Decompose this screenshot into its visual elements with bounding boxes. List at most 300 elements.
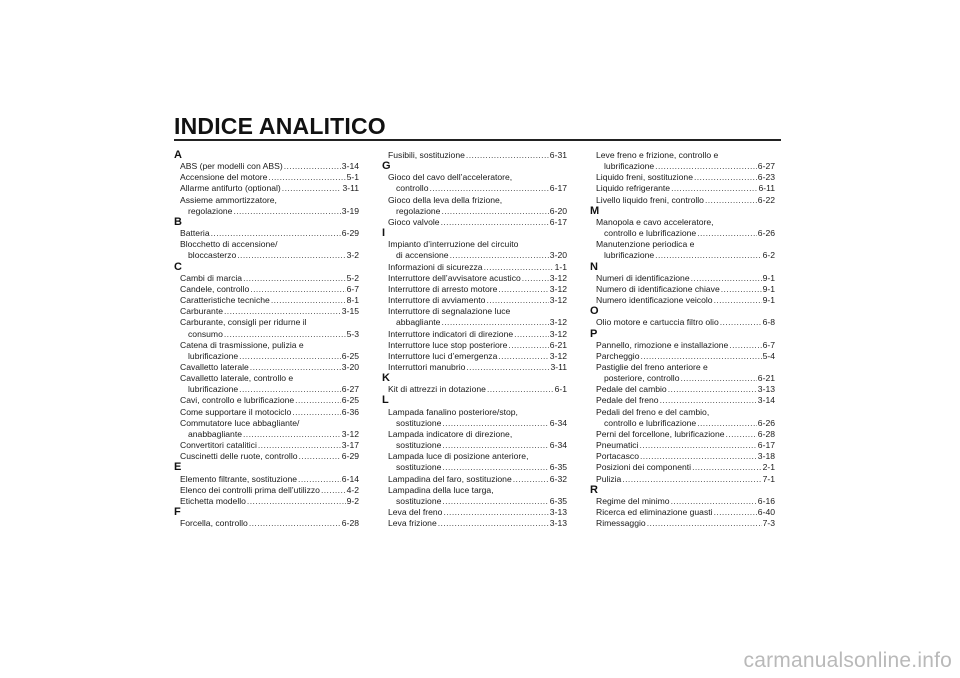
index-page-number: 8-1	[346, 295, 359, 306]
index-entry	[174, 295, 359, 306]
index-letter-heading: F	[174, 506, 181, 518]
index-entry	[174, 407, 359, 418]
index-entry-text: Olio motore e cartuccia filtro olio	[596, 317, 719, 328]
index-page-number: 6-7	[346, 283, 359, 294]
index-entry-text: Commutatore luce abbagliante/	[180, 417, 300, 428]
index-page-number: 9-1	[762, 283, 775, 294]
index-entry-text: Caratteristiche tecniche	[180, 295, 270, 306]
index-entry	[382, 462, 567, 473]
index-entry-text: Carburante, consigli per ridurne il	[180, 317, 307, 328]
dot-leader	[429, 183, 548, 194]
title-rule	[174, 139, 781, 141]
index-entry-text: Liquido freni, sostituzione	[596, 172, 693, 183]
dot-leader	[443, 507, 548, 518]
index-column-3	[590, 150, 775, 529]
dot-leader	[721, 284, 762, 295]
index-entry-text: Pedale del freno	[596, 395, 659, 406]
index-page-number: 3-12	[549, 295, 567, 306]
index-entry-text: Cavi, controllo e lubrificazione	[180, 395, 295, 406]
dot-leader	[714, 295, 762, 306]
index-page-number: 6-11	[758, 183, 775, 194]
index-entry	[382, 496, 567, 507]
dot-leader	[720, 317, 762, 328]
index-entry	[590, 440, 775, 451]
index-page-number: 3-20	[549, 250, 567, 261]
index-entry-text: Interruttore di avviamento	[388, 295, 486, 306]
dot-leader	[239, 351, 341, 362]
index-page-number: 6-28	[341, 518, 359, 529]
index-entry-text: Interruttore di segnalazione luce	[388, 306, 511, 317]
index-entry-text: Gioco valvole	[388, 216, 440, 227]
index-entry-text: Blocchetto di accensione/	[180, 239, 278, 250]
dot-leader	[292, 407, 341, 418]
index-page-number: 9-1	[762, 272, 775, 283]
index-entry-text: Leve freno e frizione, controllo e	[596, 150, 719, 160]
index-entry-text: Catena di trasmissione, pulizia e	[180, 339, 304, 350]
index-entry	[174, 518, 359, 529]
index-entry-text: Livello liquido freni, controllo	[596, 194, 704, 205]
index-page-number: 9-1	[762, 295, 775, 306]
index-entry-text: Come supportare il motociclo	[180, 406, 292, 417]
dot-leader	[714, 507, 757, 518]
index-entry-text: Informazioni di sicurezza	[388, 261, 483, 272]
index-entry	[590, 172, 775, 183]
index-entry-text: Cavalletto laterale, controllo e	[180, 373, 294, 384]
dot-leader	[498, 351, 548, 362]
index-entry-text: Assieme ammortizzatore,	[180, 194, 277, 205]
dot-leader	[466, 362, 549, 373]
index-letter-heading: R	[590, 483, 598, 496]
index-page-number: 3-13	[757, 384, 775, 395]
index-entry	[590, 284, 775, 295]
index-entry	[590, 250, 775, 261]
index-entry-text: ABS (per modelli con ABS)	[180, 161, 283, 172]
index-page-number: 6-29	[341, 451, 359, 462]
index-entry	[174, 485, 359, 496]
index-entry	[174, 351, 359, 362]
index-page-number: 3-12	[549, 317, 567, 328]
index-page-number: 6-20	[549, 205, 567, 216]
index-entry	[174, 250, 359, 261]
index-entry	[590, 451, 775, 462]
index-entry-text: Lampadina della luce targa,	[388, 484, 494, 495]
dot-leader	[442, 462, 548, 473]
dot-leader	[211, 228, 341, 239]
index-page-number: 6-21	[549, 339, 567, 350]
index-page-number: 6-35	[549, 462, 567, 473]
index-entry	[174, 474, 359, 485]
page-title: INDICE ANALITICO	[174, 113, 386, 139]
dot-leader	[466, 150, 549, 161]
watermark: carmanualsonline.info	[743, 649, 952, 672]
index-page-number: 6-7	[762, 339, 775, 350]
dot-leader	[487, 384, 554, 395]
index-entry-text: Accensione del motore	[180, 172, 268, 183]
index-entry-text: Interruttore indicatori di direzione	[388, 328, 514, 339]
index-entry-text: Allarme antifurto (optional)	[180, 183, 281, 194]
index-letter-heading: K	[382, 372, 390, 385]
index-letter-heading: P	[590, 327, 598, 340]
index-entry-text: Fusibili, sostituzione	[388, 150, 465, 160]
index-entry-text: Cambi di marcia	[180, 272, 243, 283]
index-letter-heading: A	[174, 149, 182, 161]
dot-leader	[694, 172, 757, 183]
dot-leader	[692, 462, 762, 473]
index-entry-text: Leva frizione	[388, 518, 437, 529]
dot-leader	[726, 429, 757, 440]
index-page-number: 6-34	[549, 417, 567, 428]
index-entry-text: lubrificazione	[604, 250, 655, 261]
index-entry-text: Candele, controllo	[180, 283, 250, 294]
index-page-number: 3-11	[550, 361, 567, 372]
index-entry	[590, 507, 775, 518]
dot-leader	[250, 362, 341, 373]
index-entry-text: di accensione	[396, 250, 449, 261]
dot-leader	[647, 518, 762, 529]
index-page-number: 3-14	[341, 161, 359, 172]
dot-leader	[284, 161, 341, 172]
dot-leader	[247, 496, 346, 507]
index-entry	[590, 384, 775, 395]
index-page-number: 1-1	[554, 261, 567, 272]
dot-leader	[450, 250, 549, 261]
index-letter-heading: N	[590, 260, 598, 273]
index-entry	[174, 496, 359, 507]
index-entry	[590, 395, 775, 406]
index-page-number: 6-17	[757, 440, 775, 451]
index-entry-text: sostituzione	[396, 495, 442, 506]
dot-leader	[224, 306, 341, 317]
index-entry-text: lubrificazione	[188, 384, 239, 395]
index-entry-text: Gioco del cavo dell’acceleratore,	[388, 172, 513, 183]
dot-leader	[239, 384, 341, 395]
index-page-number: 6-34	[549, 440, 567, 451]
dot-leader	[441, 206, 548, 217]
index-entry-text: Manutenzione periodica e	[596, 239, 695, 250]
index-entry-text: anabbagliante	[188, 428, 243, 439]
index-entry	[590, 373, 775, 384]
index-entry-text: Carburante	[180, 306, 223, 317]
index-entry	[590, 273, 775, 284]
index-entry-text: Parcheggio	[596, 350, 640, 361]
index-letter-heading: G	[382, 160, 391, 173]
index-letter-heading: C	[174, 260, 182, 273]
dot-leader	[671, 183, 757, 194]
index-entry	[382, 351, 567, 362]
index-entry-text: Elenco dei controlli prima dell’utilizzo	[180, 484, 320, 495]
index-entry-text: Lampada indicatore di direzione,	[388, 428, 513, 439]
index-entry-text: Interruttore di arresto motore	[388, 283, 498, 294]
index-entry	[174, 183, 359, 194]
dot-leader	[442, 496, 548, 507]
dot-leader	[622, 474, 761, 485]
index-column-2	[382, 150, 567, 529]
dot-leader	[513, 474, 549, 485]
index-entry-text: regolazione	[188, 205, 233, 216]
index-page-number: 6-26	[757, 417, 775, 428]
dot-leader	[321, 485, 346, 496]
index-page-number: 6-23	[757, 172, 775, 183]
index-entry-text: sostituzione	[396, 462, 442, 473]
index-entry	[590, 351, 775, 362]
dot-leader	[522, 273, 549, 284]
index-page-number: 6-40	[757, 507, 775, 517]
dot-leader	[298, 474, 341, 485]
index-entry-text: Lampada fanalino posteriore/stop,	[388, 406, 518, 417]
index-entry	[590, 340, 775, 351]
index-entry-text: Pedale del cambio	[596, 384, 667, 395]
index-letter-heading: M	[590, 204, 600, 217]
index-entry	[174, 384, 359, 395]
index-page-number: 3-17	[341, 440, 359, 451]
index-entry-text: Numero identificazione veicolo	[596, 295, 713, 306]
index-entry-text: Regime del minimo	[596, 495, 670, 506]
index-page-number: 3-11	[342, 183, 359, 194]
dot-leader	[295, 395, 341, 406]
index-entry-text: sostituzione	[396, 417, 442, 428]
index-page-number: 6-22	[757, 194, 775, 205]
index-entry-text: Batteria	[180, 228, 210, 239]
index-entry	[382, 262, 567, 273]
dot-leader	[640, 351, 761, 362]
index-page-number: 3-13	[549, 518, 567, 529]
index-entry	[174, 440, 359, 451]
index-entry-text: Gioco della leva della frizione,	[388, 194, 503, 205]
index-entry	[590, 183, 775, 194]
index-entry-text: Interruttore luci d’emergenza	[388, 350, 498, 361]
dot-leader	[680, 373, 756, 384]
dot-leader	[640, 440, 757, 451]
index-entry-text: Interruttori manubrio	[388, 361, 466, 372]
dot-leader	[243, 273, 345, 284]
index-entry-text: Perni del forcellone, lubrificazione	[596, 428, 725, 439]
index-entry	[590, 228, 775, 239]
index-page-number: 6-28	[757, 428, 775, 439]
index-entry-text: Lampada luce di posizione anteriore,	[388, 451, 529, 462]
index-letter-heading: B	[174, 215, 182, 228]
index-page-number: 6-25	[341, 395, 359, 406]
index-page-number: 3-15	[341, 306, 359, 317]
index-entry-text: Numero di identificazione chiave	[596, 283, 720, 294]
index-entry	[382, 507, 567, 518]
dot-leader	[655, 161, 757, 172]
index-entry	[382, 518, 567, 529]
index-entry-text: Cuscinetti delle ruote, controllo	[180, 451, 298, 462]
dot-leader	[486, 295, 548, 306]
index-entry	[382, 418, 567, 429]
dot-leader	[250, 284, 345, 295]
index-entry	[590, 462, 775, 473]
index-entry-text: lubrificazione	[604, 161, 655, 172]
index-entry	[590, 474, 775, 485]
dot-leader	[498, 284, 548, 295]
index-entry-text: abbagliante	[396, 317, 441, 328]
index-entry-text: Interruttore luce stop posteriore	[388, 339, 508, 350]
index-entry-text: controllo	[396, 183, 429, 194]
index-page-number: 5-4	[762, 350, 775, 361]
dot-leader	[258, 440, 341, 451]
index-entry	[174, 451, 359, 462]
dot-leader	[268, 172, 345, 183]
index-entry	[590, 518, 775, 529]
index-letter-heading: O	[590, 305, 599, 318]
index-entry-text: controllo e lubrificazione	[604, 228, 697, 239]
dot-leader	[705, 195, 757, 206]
index-page-number: 3-19	[341, 205, 359, 216]
dot-leader	[660, 395, 757, 406]
index-page-number: 4-2	[346, 484, 359, 495]
index-entry	[382, 295, 567, 306]
index-entry	[174, 429, 359, 440]
index-entry-text: Impianto d’interruzione del circuito	[388, 239, 519, 250]
index-entry-text: Pastiglie del freno anteriore e	[596, 361, 708, 372]
index-entry	[382, 150, 567, 161]
index-entry-text: Portacasco	[596, 451, 639, 462]
dot-leader	[697, 228, 757, 239]
index-entry-text: Elemento filtrante, sostituzione	[180, 473, 298, 484]
index-entry-text: Pedali del freno e del cambio,	[596, 406, 710, 417]
index-entry-text: Leva del freno	[388, 507, 443, 517]
index-entry	[382, 250, 567, 261]
index-entry-text: lubrificazione	[188, 350, 239, 361]
index-entry-text: Liquido refrigerante	[596, 183, 671, 194]
index-page-number: 6-32	[549, 473, 567, 484]
dot-leader	[237, 250, 345, 261]
index-entry-text: Pneumatici	[596, 440, 639, 451]
index-page-number: 3-12	[549, 350, 567, 361]
index-entry	[590, 195, 775, 206]
index-page-number: 6-36	[341, 406, 359, 417]
index-entry	[382, 273, 567, 284]
dot-leader	[508, 340, 548, 351]
dot-leader	[282, 183, 342, 194]
index-entry-text: Etichetta modello	[180, 495, 246, 506]
index-page-number: 3-20	[341, 361, 359, 372]
index-entry	[590, 161, 775, 172]
index-page-number: 3-12	[549, 283, 567, 294]
index-page-number: 6-17	[549, 216, 567, 227]
index-entry-text: controllo e lubrificazione	[604, 417, 697, 428]
index-entry	[382, 384, 567, 395]
dot-leader	[697, 418, 757, 429]
index-entry	[590, 429, 775, 440]
index-entry-text: consumo	[188, 328, 223, 339]
index-page-number: 7-3	[762, 518, 775, 529]
dot-leader	[233, 206, 340, 217]
dot-leader	[271, 295, 346, 306]
dot-leader	[441, 317, 548, 328]
index-page-number: 3-14	[757, 395, 775, 406]
index-entry	[382, 440, 567, 451]
dot-leader	[442, 418, 548, 429]
dot-leader	[442, 440, 548, 451]
dot-leader	[484, 262, 554, 273]
dot-leader	[655, 250, 761, 261]
index-entry	[174, 329, 359, 340]
dot-leader	[640, 451, 757, 462]
index-entry	[382, 183, 567, 194]
index-entry	[174, 206, 359, 217]
index-entry-text: Convertitori catalitici	[180, 440, 257, 451]
dot-leader	[438, 518, 549, 529]
index-entry-text: Ricerca ed eliminazione guasti	[596, 507, 713, 517]
index-page-number: 3-12	[341, 428, 359, 439]
index-entry-text: Kit di attrezzi in dotazione	[388, 384, 486, 395]
index-entry	[174, 395, 359, 406]
index-page-number: 6-21	[757, 373, 775, 384]
index-page-number: 3-12	[549, 328, 567, 339]
index-entry-text: posteriore, controllo	[604, 373, 680, 384]
index-entry	[382, 284, 567, 295]
index-letter-heading: L	[382, 394, 389, 407]
index-page-number: 3-13	[549, 507, 567, 517]
index-entry-text: bloccasterzo	[188, 250, 237, 261]
index-entry-text: Pannello, rimozione e installazione	[596, 339, 729, 350]
index-entry	[174, 284, 359, 295]
index-entry-text: sostituzione	[396, 440, 442, 451]
index-entry-text: Manopola e cavo acceleratore,	[596, 216, 714, 227]
index-page-number: 6-27	[341, 384, 359, 395]
index-page-number: 6-8	[762, 317, 775, 328]
dot-leader	[514, 329, 549, 340]
index-entry	[382, 317, 567, 328]
index-letter-heading: E	[174, 461, 182, 474]
index-entry	[382, 340, 567, 351]
index-entry	[382, 206, 567, 217]
index-page-number: 6-29	[341, 228, 359, 239]
index-page-number: 5-3	[346, 328, 359, 339]
dot-leader	[671, 496, 757, 507]
index-entry-text: Pulizia	[596, 473, 622, 484]
index-entry-text: Interruttore dell’avvisatore acustico	[388, 272, 521, 283]
index-entry-text: Lampadina del faro, sostituzione	[388, 473, 512, 484]
dot-leader	[299, 451, 341, 462]
index-page-number: 9-2	[346, 495, 359, 506]
index-entry-text: Posizioni dei componenti	[596, 462, 692, 473]
index-page-number: 6-1	[554, 384, 567, 395]
index-page-number: 6-17	[549, 183, 567, 194]
index-entry	[174, 306, 359, 317]
index-page-number: 3-18	[757, 451, 775, 462]
index-entry	[590, 317, 775, 328]
index-page-number: 3-2	[346, 250, 359, 261]
index-page-number: 6-35	[549, 495, 567, 506]
index-page-number: 6-27	[757, 161, 775, 172]
index-page-number: 5-2	[346, 272, 359, 283]
index-entry	[174, 172, 359, 183]
dot-leader	[668, 384, 757, 395]
index-page-number: 6-26	[757, 228, 775, 239]
dot-leader	[224, 329, 346, 340]
index-entry	[382, 362, 567, 373]
dot-leader	[691, 273, 762, 284]
index-page-number: 2-1	[762, 462, 775, 473]
index-entry	[174, 228, 359, 239]
index-entry-text: Numeri di identificazione	[596, 272, 690, 283]
index-entry	[590, 295, 775, 306]
index-entry-text: Cavalletto laterale	[180, 361, 249, 372]
index-entry	[174, 273, 359, 284]
index-column-1	[174, 150, 359, 529]
dot-leader	[441, 217, 549, 228]
dot-leader	[729, 340, 761, 351]
index-entry	[382, 217, 567, 228]
index-entry	[174, 161, 359, 172]
index-entry-text: Forcella, controllo	[180, 518, 248, 529]
index-page-number: 6-16	[757, 495, 775, 506]
index-page-number: 6-14	[341, 473, 359, 484]
index-entry	[382, 474, 567, 485]
